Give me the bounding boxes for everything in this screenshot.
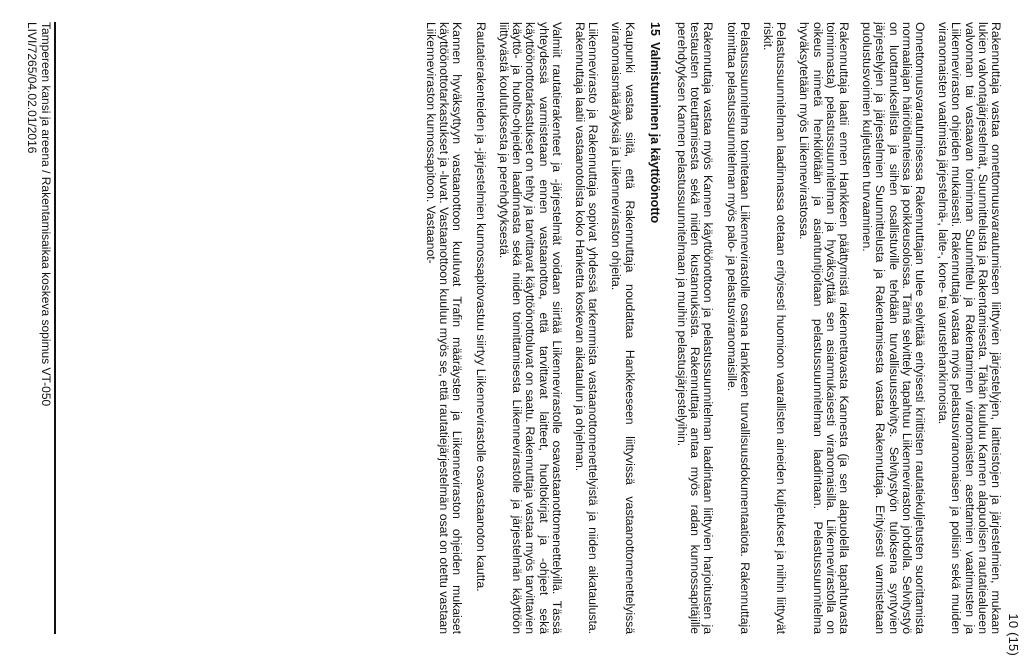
document-body <box>414 22 1002 634</box>
paragraph-maintenance-transfer: Rautatierakenteiden ja -järjestelmien kunnossapitovastuu siirtyy Liikennevirastolle osavastaanoton kautta. <box>473 22 488 592</box>
page-footer <box>25 22 56 634</box>
paragraph-partial-acceptance: Valmiit rautatierakenteet ja -järjestelmät voidaan siirtää Liikennevirastolle osavastaanottomenettelyillä. Tässä yhteydessä varmistetaan ennen vastaanottoa, että tarvittavat laitteet, huoltokirjat ja -ohjeet sekä käyttöönottotarkastukset on tehty ja tarvittavat käyttöönottoluvat on saatu. Rakennuttaja vastaa myös tarvittavien käyttö- ja huolto-ohjeiden laadinnasta sekä niiden toimittamisesta Liikennevirastolle ja järjestelmän käyttöön liittyvästä koulutuksesta ja perehdytyksestä. <box>496 22 564 634</box>
paragraph-emergency-preparedness: Onnettomuusvarautumisessa Rakennuttajan tulee selvittää erityisesti kriittisten rautatiekuljetusten suorittamista normaaliajan häiriötilanteissa ja poikkeusoloissa. Tämä selvittely tapahtuu Liikenneviraston johdolla. Selvitystyö on luottamuksellista ja siihen osallistuville tehdään turvallisuusselvitys. Selvitystyön tuloksena syntyvien järjestelyjen ja järjestelmien Suunnittelusta ja Rakentamisesta vastaa Rakennuttaja. Erityisesti varmistetaan puolustusvoimien kuljetusten turvaaminen. <box>860 22 927 634</box>
footer-title: Tampereen kansi ja areena / Rakentamisaikaa koskeva sopimus VT-050 <box>39 22 53 407</box>
section-number: 15 <box>647 22 662 36</box>
paragraph-dangerous-goods: Pelastussuunnitelman laadinnassa otetaan erityisesti huomioon vaarallisten aineiden kuljetukset ja niihin liittyvät riskit. <box>760 22 789 634</box>
paragraph-rescue-plan-delivery: Pelastussuunnitelma toimitetaan Liikennevirastolle osana Hankkeen turvallisuusdokumentaatiota. Rakennuttaja toimittaa pelastussuunnitelman myös palo- ja pelastusviranomaisille. <box>724 22 752 634</box>
paragraph-rescue-plan: Rakennuttaja laatii ennen Hankkeen päättymistä rakennettavasta Kannesta (ja sen alapuolella tapahtuvasta toiminnasta) pelastussuunnitelman ja hyväksyttää sen asianmukaisesti viranomaisilla. Liikennevirastolla on oikeus nimetä henkilöitään ja asiantuntijoitaan pelastussuunnitelman laadintaan. Pelastussuunnitelma hyväksytetään myös Liikennevirastossa. <box>797 22 851 634</box>
paragraph-acceptance-schedule: Liikennevirasto ja Rakennuttaja sopivat yhdessä tarkemmista vastaanottomenettelyistä ja niiden aikataulusta. Rakennuttaja laatii vastaanotolista koko Hanketta koskevan aikataulun ja ohjelman. <box>572 22 601 634</box>
paragraph-security-systems: Rakennuttaja vastaa onnettomuusvarautumiseen liittyvien järjestelyjen, laitteistojen ja järjestelmien, mukaan lukien valvontajärjestelmät, Suunnittelusta ja Rakentamisesta. Tähän kuuluu Kannen alapuolisen rautatiealueen valvonnan tai vastaavan toiminnan Suunnittelu ja Rakentaminen viranomaisten asettamien vaatimusten ja Liikenneviraston ohjeiden mukaisesti. Rakennuttaja vastaa myös pelastusviranomaisen ja poliisin sekä muiden viranomaisten vaatimista järjestelmä-, laite-, kone- tai varustehankinnoista. <box>936 22 1003 634</box>
paragraph-city-responsibility: Kaupunki vastaa siitä, että Rakennuttaja noudattaa Hankkeeseen liittyvissä vastaanottomenettelyissä viranomaismääräyksiä ja Liikenneviraston ohjeita. <box>609 22 637 634</box>
footer-reference: LIVI/7265/04.02.01/2016 <box>25 22 40 154</box>
section-heading <box>648 22 661 634</box>
footer-divider <box>54 22 56 634</box>
section-title: Valmistuminen ja käyttöönotto <box>647 42 662 224</box>
paragraph-exercises-testing: Rakennuttaja vastaa myös Kannen käyttöönottoon ja pelastussuunnitelman laadintaan liittyvien harjoitusten ja testausten toteuttamisesta sekä niiden kustannuksista. Rakennuttaja antaa myös radan kunnossapitäjille perehdytyksen Kannen pelastussuunnitelmaan ja muihin pelastusjärjestelyihin. <box>674 22 716 634</box>
paragraph-deck-acceptance: Kannen hyväksyttyyn vastaanottoon kuuluvat Trafin määräysten ja Liikenneviraston ohjeiden mukaiset käyttöönottotarkastukset ja -luvat. Vastaanottoon kuuluu myös se, että rautatiejärjestelmän osat on otettu vastaan Liikenneviraston kunnossapitoon. Vastaanot- <box>424 22 465 634</box>
page-number: 10 (15) <box>1006 613 1021 656</box>
